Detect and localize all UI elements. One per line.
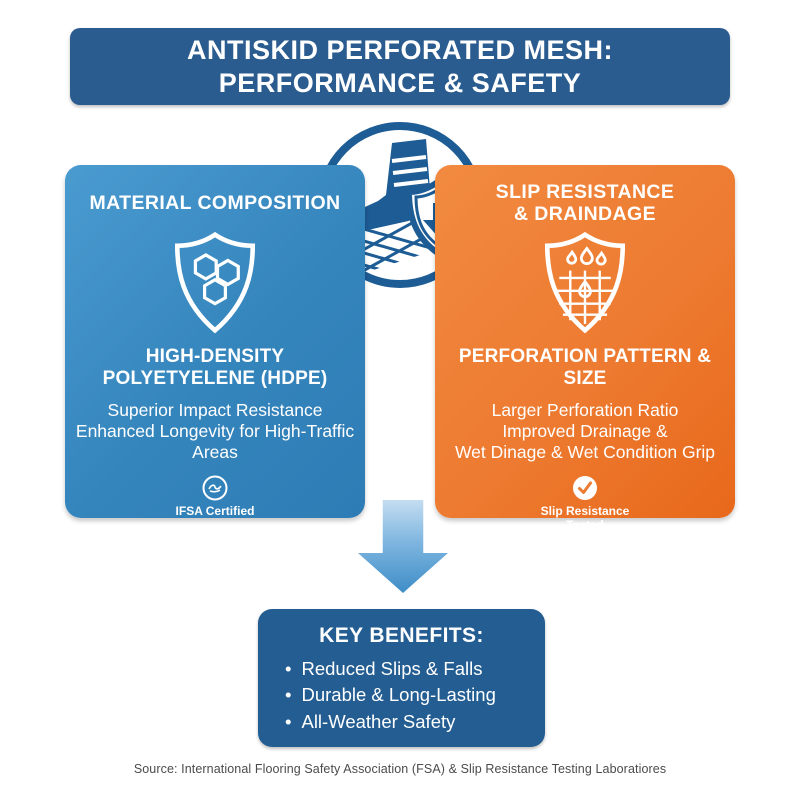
- shield-droplets-grid-icon: [539, 230, 631, 336]
- slip-tested-badge: [541, 475, 630, 533]
- right-panel-icon-wrap: [539, 230, 631, 336]
- right-body-line2: Improved Drainage &: [502, 421, 668, 441]
- slip-resistance-panel: [435, 165, 735, 533]
- certified-seal-icon: [202, 475, 228, 501]
- header-banner: [70, 28, 730, 105]
- left-body-line2: Enhanced Longevity for High-Traffic: [75, 420, 355, 441]
- left-panel-subheading: [103, 346, 328, 391]
- slip-badge-label-line2: Tested: [566, 518, 604, 533]
- left-panel-heading: [89, 181, 340, 226]
- benefit-text: Reduced Slips & Falls: [301, 658, 483, 679]
- page-title-line1: ANTISKID PERFORATED MESH:: [186, 34, 613, 65]
- left-panel-heading-text: MATERIAL COMPOSITION: [89, 192, 341, 215]
- right-heading-line1: SLIP RESISTANCE: [495, 181, 675, 203]
- page-title-line2: PERFORMANCE & SAFETY: [218, 67, 582, 98]
- benefit-text: Durable & Long-Lasting: [301, 684, 496, 706]
- right-body-line1: Larger Perforation Ratio: [491, 399, 679, 420]
- left-sub-line1: HIGH-DENSITY: [145, 345, 285, 367]
- ifsa-certified-badge: [176, 475, 255, 518]
- right-panel-subheading: [459, 346, 711, 391]
- key-benefits-box: [258, 609, 545, 747]
- key-benefits-title: KEY BENEFITS:: [319, 624, 484, 647]
- check-circle-icon: [572, 475, 598, 501]
- down-arrow: [358, 500, 448, 593]
- benefit-item: [285, 656, 545, 682]
- left-panel-icon-wrap: [169, 230, 261, 336]
- left-body-line1: Superior Impact Resistance: [107, 399, 323, 420]
- benefit-item: [285, 709, 545, 735]
- right-sub-line1: PERFORATION PATTERN &: [458, 345, 712, 367]
- right-sub-line2: SIZE: [563, 368, 607, 390]
- slip-badge-label-line1: Slip Resistance: [540, 503, 630, 518]
- right-panel-body: [455, 400, 715, 464]
- right-body-line3: Wet Dinage & Wet Condition Grip: [454, 442, 716, 463]
- left-panel-body: [76, 400, 354, 464]
- bullet-marker: •: [285, 658, 292, 679]
- shield-hexagons-icon: [169, 230, 261, 336]
- source-attribution: Source: International Flooring Safety Association (FSA) & Slip Resistance Testing Laboratiores: [133, 762, 667, 776]
- benefit-item: [285, 682, 545, 708]
- bullet-marker: •: [285, 684, 292, 706]
- key-benefits-list: [258, 656, 545, 735]
- right-panel-heading: [496, 181, 675, 226]
- benefit-text: All-Weather Safety: [301, 710, 456, 732]
- ifsa-badge-label: IFSA Certified: [175, 503, 255, 518]
- material-composition-panel: [65, 165, 365, 518]
- bullet-marker: •: [285, 710, 292, 732]
- right-heading-line2: & DRAINDAGE: [514, 203, 656, 226]
- left-body-line3: Areas: [192, 442, 238, 463]
- left-sub-line2: POLYETYELENE (HDPE): [102, 368, 328, 390]
